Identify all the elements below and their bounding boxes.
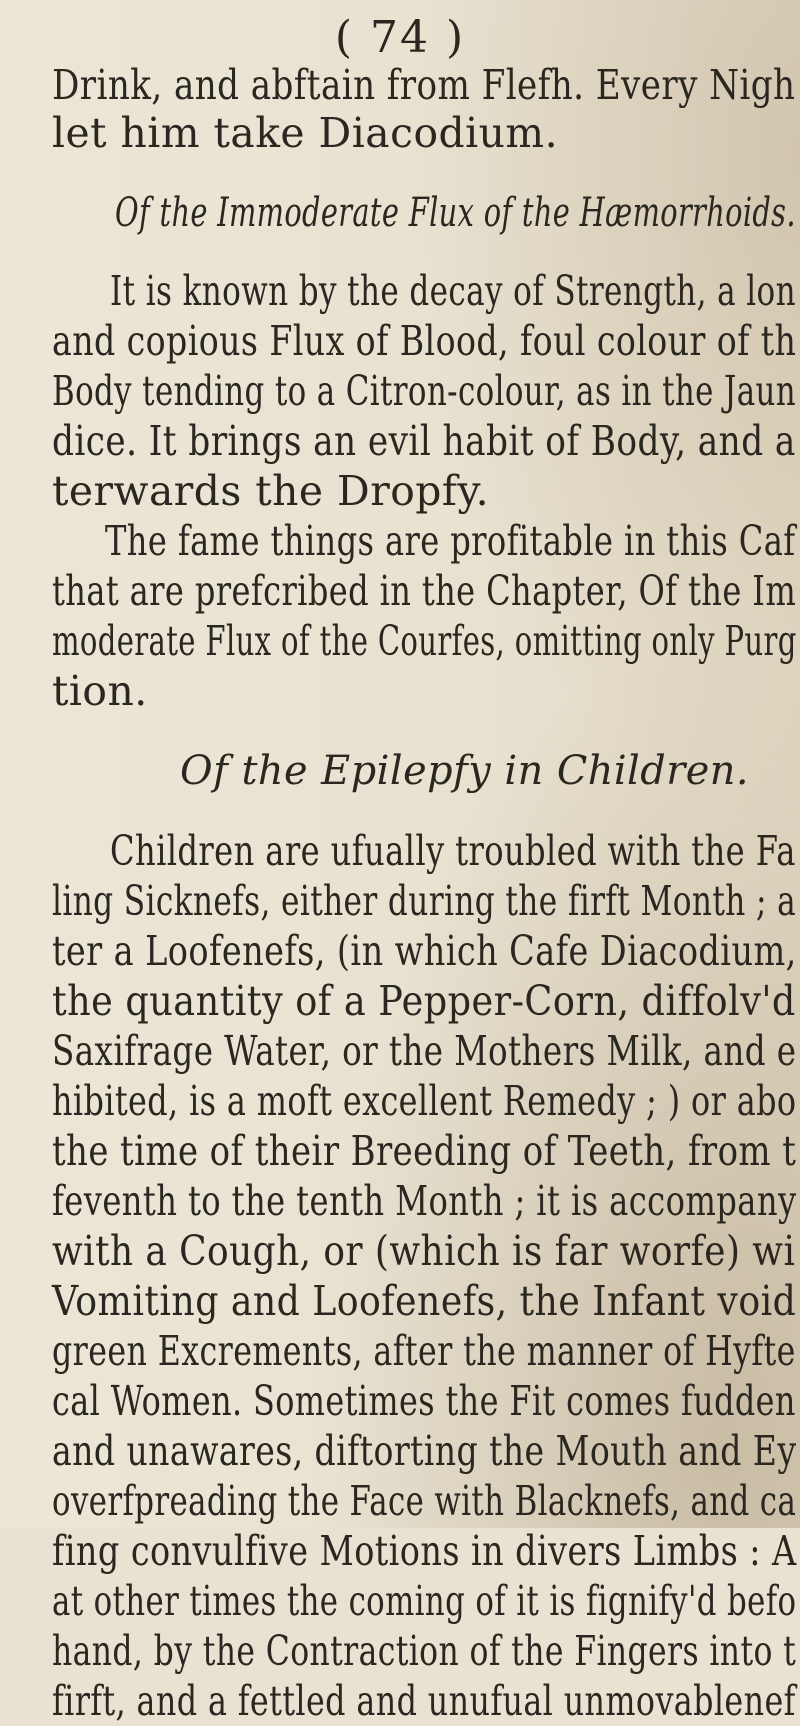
text-line: Saxifrage Water, or the Mothers Milk, and e [52,1027,797,1075]
text-line: Drink, and abftain from Flefh. Every Nigh [52,61,796,109]
text-line: at other times the coming of it is fignify'd befo [52,1577,797,1625]
text-line: with a Cough, or (which is far worfe) wi [52,1227,796,1275]
text-line: cal Women. Sometimes the Fit comes fudden [52,1377,796,1425]
text-line: hibited, is a moft excellent Remedy ; ) or abo [52,1077,797,1125]
text-line: fing convulfive Motions in divers Limbs : A [52,1527,797,1575]
text-line: It is known by the decay of Strength, a lon [110,267,796,315]
text-line: The fame things are profitable in this Caf [105,517,796,565]
text-line: ling Sicknefs, either during the firft Month ; a [52,877,797,925]
text-line: moderate Flux of the Courfes, omitting only Purg [52,617,797,665]
text-line: the quantity of a Pepper-Corn, diffolv'd [52,977,796,1025]
text-line: green Excrements, after the manner of Hyfte [52,1327,796,1375]
text-line: dice. It brings an evil habit of Body, and a [52,417,796,465]
section-heading-epilepsy: Of the Epilepfy in Children. [180,748,749,794]
text-line: Body tending to a Citron-colour, as in the Jaun [52,367,797,415]
text-line: Vomiting and Loofenefs, the Infant void [52,1277,797,1325]
page-number: ( 74 ) [334,12,466,63]
text-line: and copious Flux of Blood, foul colour of th [52,317,797,365]
text-line: the time of their Breeding of Teeth, from t [52,1127,797,1175]
section-heading-hemorrhoids: Of the Immoderate Flux of the Hæmorrhoids. [115,190,796,236]
text-line: firft, and a fettled and unufual unmovablenef [52,1677,796,1725]
text-line: ter a Loofenefs, (in which Cafe Diacodium, [52,927,797,975]
text-line: let him take Diacodium. [52,109,559,157]
text-line: that are prefcribed in the Chapter, Of the Im [52,567,797,615]
text-line: hand, by the Contraction of the Fingers into t [52,1627,797,1675]
text-line: Children are ufually troubled with the Fa [110,827,796,875]
text-line: feventh to the tenth Month ; it is accompany [52,1177,797,1225]
text-line: overfpreading the Face with Blacknefs, and ca [52,1477,797,1525]
text-line: tion. [52,667,148,715]
text-line: terwards the Dropfy. [52,467,490,515]
text-line: and unawares, diftorting the Mouth and Ey [52,1427,797,1475]
